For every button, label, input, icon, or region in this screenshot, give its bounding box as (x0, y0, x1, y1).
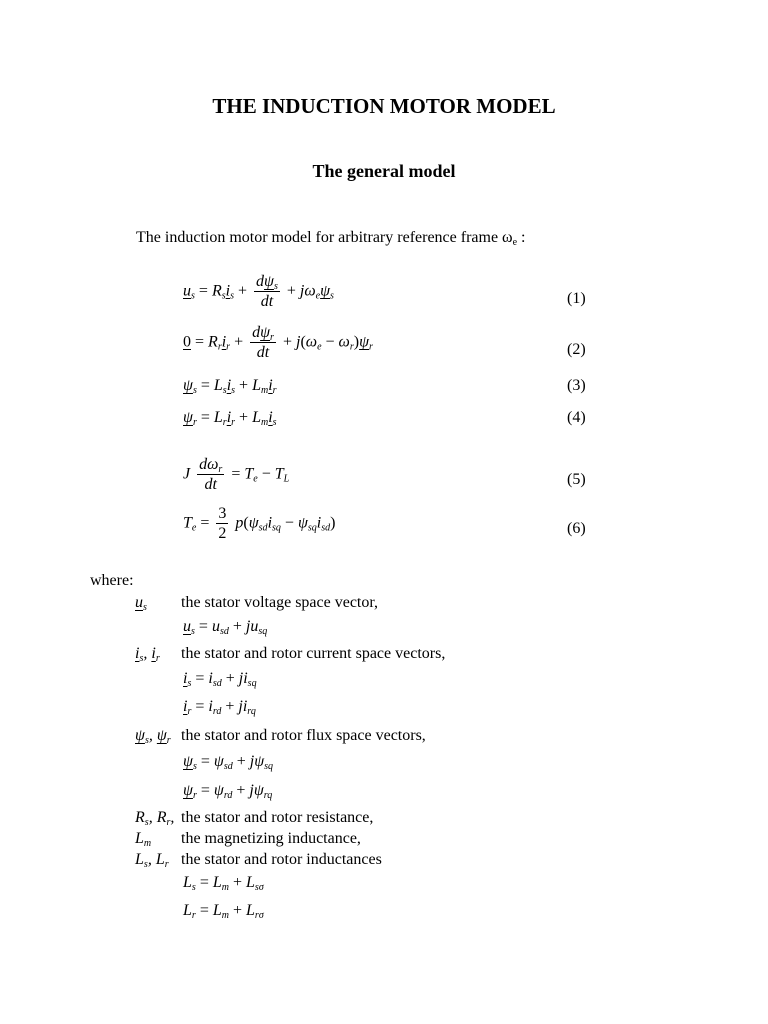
equation-6: $T_e$ = $\frac{3}{2}$ $p(\psi_{sd}i_{sq} - \psi_{sq}i_{sd})$ (183, 505, 336, 543)
definition-text-us: the stator voltage space vector, (181, 594, 379, 611)
equation-is-components: $i_s = i_{sd} + ji_{sq}$ (183, 670, 257, 689)
equation-1: $u_s = R_si_s$ + $\frac{d\psi_s}{dt}$ + $j\omega_e\psi_s$ (183, 273, 334, 311)
definition-symbol-us: $u_s$ (135, 594, 147, 613)
definition-symbol-rs-rr: $R_s$, $R_r$, (135, 809, 175, 828)
equation-2: $0 = R_ri_r$ + $\frac{d\psi_r}{dt}$ + $j(\omega_e - \omega_r)\psi_r$ (183, 324, 373, 362)
equation-number-5: (5) (567, 471, 586, 488)
equation-number-2: (2) (567, 341, 586, 358)
intro-paragraph: The induction motor model for arbitrary reference frame $\omega_e$ : (136, 229, 526, 248)
definition-text-rs-rr: the stator and rotor resistance, (181, 809, 374, 826)
equation-number-4: (4) (567, 409, 586, 426)
equation-4: $\psi_r = L_ri_r + L_mi_s$ (183, 409, 277, 428)
definition-text-ls-lr: the stator and rotor inductances (181, 851, 382, 868)
equation-ls: $L_s = L_m + L_{s\sigma}$ (183, 874, 264, 893)
equation-number-1: (1) (567, 290, 586, 307)
equation-us-components: $u_s = u_{sd} + ju_{sq}$ (183, 618, 268, 637)
where-label: where: (90, 572, 134, 589)
page-title: THE INDUCTION MOTOR MODEL (212, 94, 556, 118)
definition-symbol-lm: $L_m$ (135, 830, 152, 849)
equation-number-6: (6) (567, 520, 586, 537)
definition-text-is-ir: the stator and rotor current space vectors, (181, 645, 446, 662)
equation-lr: $L_r = L_m + L_{r\sigma}$ (183, 902, 264, 921)
equation-5: J $\frac{d\omega_r}{dt}$ = $T_e - T_L$ (183, 456, 290, 494)
equation-ir-components: $i_r = i_{rd} + ji_{rq}$ (183, 698, 256, 717)
definition-text-lm: the magnetizing inductance, (181, 830, 361, 847)
definition-text-psis-psir: the stator and rotor flux space vectors, (181, 727, 426, 744)
equation-3: $\psi_s = L_si_s + L_mi_r$ (183, 377, 277, 396)
definition-symbol-ls-lr: $L_s$, $L_r$ (135, 851, 169, 870)
equation-psir-components: $\psi_r = \psi_{rd} + j\psi_{rq}$ (183, 782, 273, 801)
section-heading: The general model (312, 161, 456, 181)
equation-number-3: (3) (567, 377, 586, 394)
equation-psis-components: $\psi_s = \psi_{sd} + j\psi_{sq}$ (183, 753, 274, 772)
definition-symbol-is-ir: $i_s$, $i_r$ (135, 645, 160, 664)
definition-symbol-psis-psir: $\psi_s$, $\psi_r$ (135, 727, 171, 746)
